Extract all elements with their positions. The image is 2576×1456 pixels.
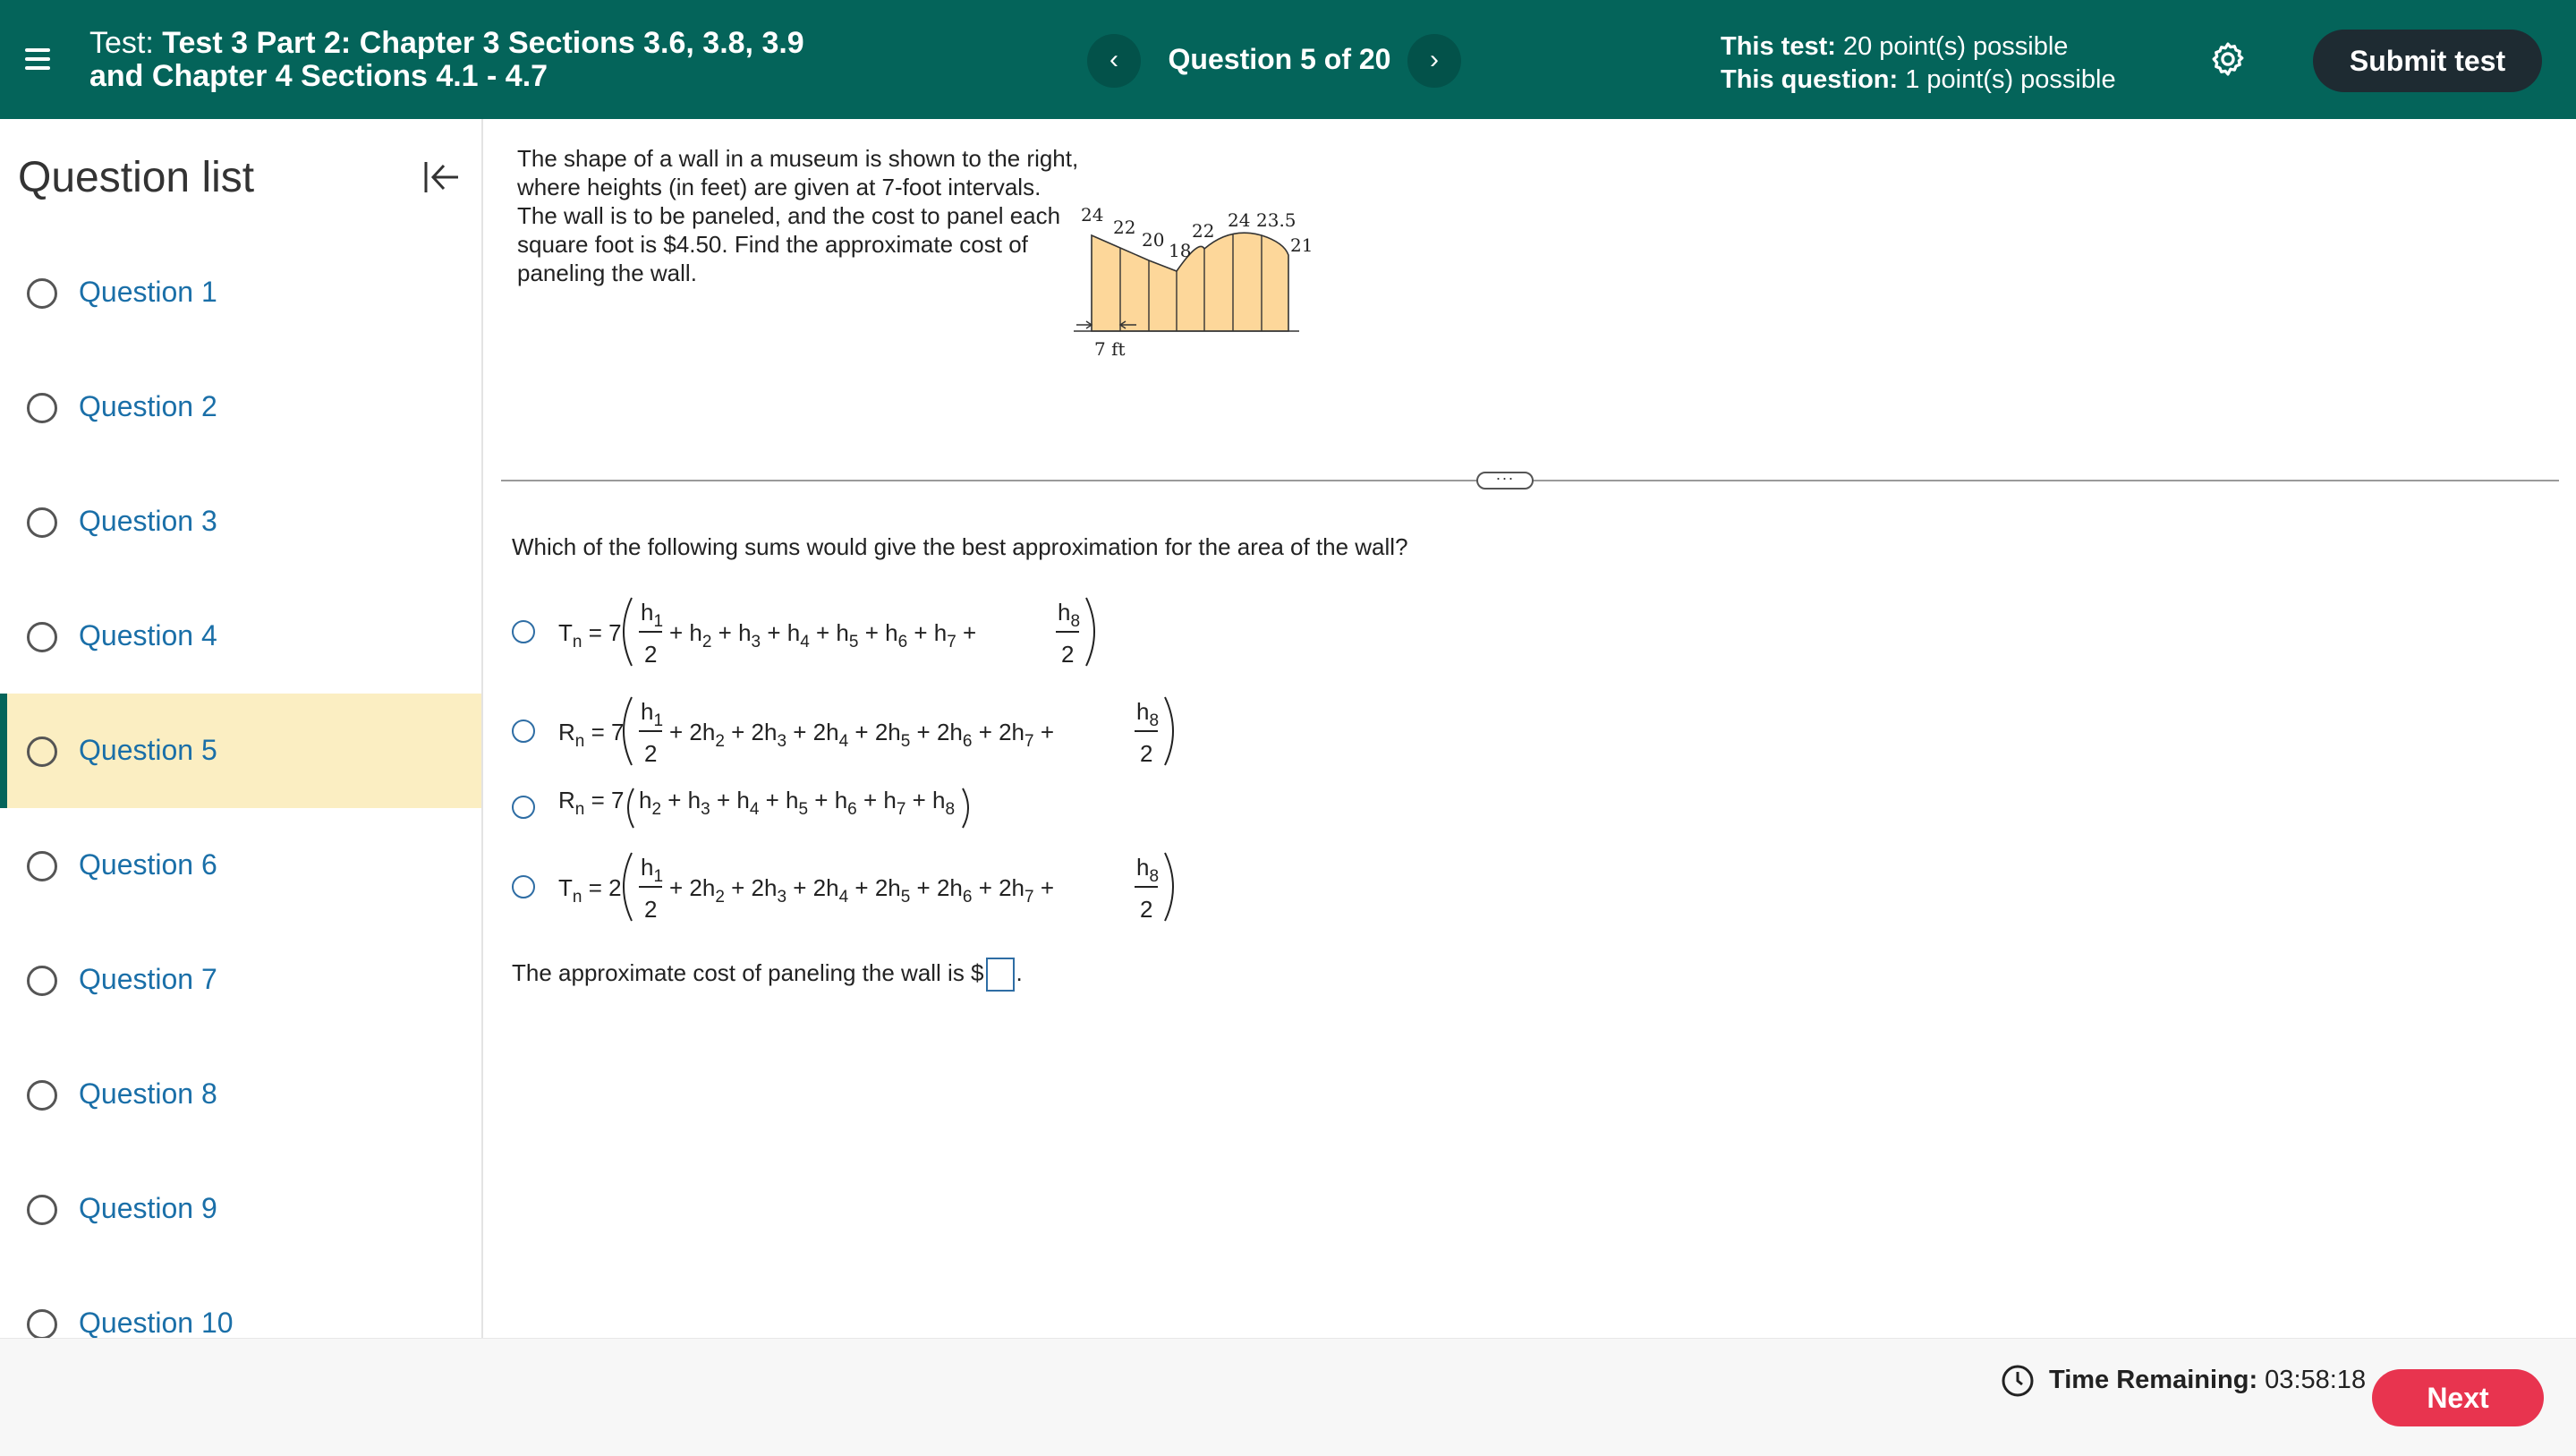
svg-text:+ 2h2 + 2h3 + 2h4 + 2h5 + 2h6: + $2h_2 + 2h_3 + 2h_4 + 2h_5 + 2h_6 + 2h_7$ + bbox=[669, 874, 1055, 907]
svg-text:2: 2 bbox=[1061, 641, 1075, 668]
svg-text:h1: $h_1$ bbox=[641, 698, 664, 730]
sidebar-item-question-2[interactable] bbox=[0, 350, 481, 464]
sidebar-item-question-8[interactable] bbox=[0, 1037, 481, 1152]
clock-icon bbox=[2001, 1364, 2035, 1398]
question-list-sidebar bbox=[0, 119, 483, 1338]
sidebar-item-label: Question 3 bbox=[79, 505, 217, 537]
sidebar-item-question-5[interactable] bbox=[0, 694, 481, 808]
svg-text:h8: $h_8$ bbox=[1136, 854, 1160, 886]
height-label: 21 bbox=[1290, 234, 1314, 256]
question-status-radio bbox=[27, 278, 57, 309]
option-a-radio[interactable] bbox=[512, 620, 535, 643]
collapse-sidebar-icon[interactable] bbox=[419, 155, 463, 200]
option-c-radio[interactable] bbox=[512, 796, 535, 819]
question-prompt: Which of the following sums would give the best approximation for the area of the wall? bbox=[512, 533, 1408, 560]
this-test-label: This test: bbox=[1721, 32, 1836, 61]
top-header bbox=[0, 0, 2576, 119]
sidebar-item-label: Question 2 bbox=[79, 390, 217, 422]
svg-text:2: 2 bbox=[644, 641, 658, 668]
question-status-radio bbox=[27, 851, 57, 881]
wall-figure bbox=[1074, 155, 1494, 387]
height-label: 24 bbox=[1081, 204, 1104, 226]
question-counter: Question 5 of 20 bbox=[1168, 43, 1391, 75]
height-label: 22 bbox=[1192, 220, 1215, 242]
sidebar-item-label: Question 4 bbox=[79, 619, 217, 651]
footer-bar bbox=[0, 1338, 2576, 1456]
height-label: 22 bbox=[1113, 217, 1136, 238]
test-title-prefix: Test: bbox=[89, 26, 163, 60]
sidebar-item-label: Question 1 bbox=[79, 276, 217, 308]
height-label: 23.5 bbox=[1256, 209, 1297, 231]
sidebar-item-label: Question 8 bbox=[79, 1077, 217, 1110]
question-status-radio bbox=[27, 737, 57, 767]
svg-text:h1: $h_1$ bbox=[641, 599, 664, 631]
svg-text:Tn = 7: $T_n = 7$ bbox=[558, 619, 622, 651]
svg-text:h2 + h3 + h4 + h5 + h6 + h7 +: $h_2 + h_3 + h_4 + h_5 + h_6 + h_7 + h_8$ bbox=[639, 787, 956, 819]
height-label: 24 bbox=[1228, 209, 1251, 231]
height-label: 20 bbox=[1142, 229, 1165, 251]
height-label: 18 bbox=[1169, 240, 1192, 261]
sidebar-item-label: Question 7 bbox=[79, 963, 217, 995]
svg-text:2: 2 bbox=[1140, 896, 1153, 923]
option-a[interactable] bbox=[512, 589, 1138, 674]
sidebar-item-question-7[interactable] bbox=[0, 923, 481, 1037]
option-d-formula bbox=[558, 844, 1185, 929]
question-status-radio bbox=[27, 622, 57, 652]
svg-text:2: 2 bbox=[644, 896, 658, 923]
sidebar-item-question-1[interactable] bbox=[0, 235, 481, 350]
resize-handle[interactable]: ··· bbox=[1476, 472, 1534, 490]
test-title-line1: Test 3 Part 2: Chapter 3 Sections 3.6, 3.8, 3.9 bbox=[162, 26, 804, 60]
sidebar-item-label: Question 6 bbox=[79, 848, 217, 881]
question-status-radio bbox=[27, 1309, 57, 1338]
svg-text:Rn = 7: $R_n = 7$ bbox=[558, 787, 625, 819]
question-status-radio bbox=[27, 1080, 57, 1111]
this-test-value: 20 point(s) possible bbox=[1835, 32, 2069, 61]
submit-test-button[interactable]: Submit test bbox=[2313, 30, 2542, 92]
option-b-formula bbox=[558, 688, 1185, 773]
svg-text:+ h2 + h3 + h4 + h5 + h6 + h7: + $h_2 + h_3 + h_4 + h_5 + h_6 + h_7$ + bbox=[669, 619, 977, 651]
sidebar-item-question-4[interactable] bbox=[0, 579, 481, 694]
option-c-formula bbox=[558, 779, 1006, 833]
sidebar-item-question-9[interactable] bbox=[0, 1152, 481, 1266]
points-info bbox=[1721, 30, 2116, 97]
next-question-button[interactable]: › bbox=[1407, 34, 1461, 88]
sidebar-item-question-6[interactable] bbox=[0, 808, 481, 923]
option-d-radio[interactable] bbox=[512, 875, 535, 898]
problem-text: The shape of a wall in a museum is shown to the right, where heights (in feet) are given at 7-foot intervals. The wall is to be paneled, and the cost to panel each square foot is $4.50. Find the approximate cost of paneling the wall. bbox=[517, 145, 1079, 286]
option-a-formula bbox=[558, 589, 1113, 674]
test-title bbox=[89, 27, 1029, 93]
next-button[interactable]: Next bbox=[2372, 1369, 2544, 1426]
sidebar-title: Question list bbox=[18, 154, 255, 201]
previous-question-button[interactable]: ‹ bbox=[1087, 34, 1141, 88]
answer-input[interactable] bbox=[986, 958, 1015, 992]
this-question-value: 1 point(s) possible bbox=[1898, 65, 2116, 94]
svg-text:Tn = 2: $T_n = 2$ bbox=[558, 874, 622, 907]
option-c[interactable] bbox=[512, 779, 1013, 833]
option-b[interactable] bbox=[512, 688, 1192, 773]
option-b-radio[interactable] bbox=[512, 719, 535, 743]
answer-prefix: The approximate cost of paneling the wall is $ bbox=[512, 958, 984, 986]
question-status-radio bbox=[27, 1195, 57, 1225]
svg-text:h1: $h_1$ bbox=[641, 854, 664, 886]
svg-text:h8: $h_8$ bbox=[1058, 599, 1081, 631]
test-title-line2: and Chapter 4 Sections 4.1 - 4.7 bbox=[89, 59, 548, 93]
sidebar-item-label: Question 9 bbox=[79, 1192, 217, 1224]
this-question-label: This question: bbox=[1721, 65, 1899, 94]
question-status-radio bbox=[27, 393, 57, 423]
sidebar-item-question-10[interactable] bbox=[0, 1266, 481, 1338]
sidebar-item-question-3[interactable] bbox=[0, 464, 481, 579]
answer-suffix: . bbox=[1016, 958, 1023, 986]
option-d[interactable] bbox=[512, 844, 1192, 929]
gear-icon[interactable] bbox=[2208, 39, 2248, 79]
svg-text:h8: $h_8$ bbox=[1136, 698, 1160, 730]
hamburger-menu-icon[interactable] bbox=[20, 43, 55, 75]
svg-text:+ 2h2 + 2h3 + 2h4 + 2h5 + 2h6: + $2h_2 + 2h_3 + 2h_4 + 2h_5 + 2h_6 + 2h_7$ + bbox=[669, 719, 1055, 751]
question-status-radio bbox=[27, 966, 57, 996]
svg-text:Rn = 7: $R_n = 7$ bbox=[558, 719, 625, 751]
time-remaining-label: Time Remaining: bbox=[2049, 1366, 2258, 1394]
time-remaining bbox=[2049, 1366, 2366, 1395]
answer-line bbox=[512, 958, 1023, 992]
time-remaining-value: 03:58:18 bbox=[2257, 1366, 2367, 1394]
sidebar-item-label: Question 10 bbox=[79, 1307, 234, 1338]
interval-label: 7 ft bbox=[1094, 338, 1126, 360]
sidebar-item-label: Question 5 bbox=[79, 734, 217, 766]
main-content bbox=[483, 119, 2576, 1338]
question-status-radio bbox=[27, 507, 57, 538]
svg-text:2: 2 bbox=[1140, 740, 1153, 767]
svg-text:2: 2 bbox=[644, 740, 658, 767]
